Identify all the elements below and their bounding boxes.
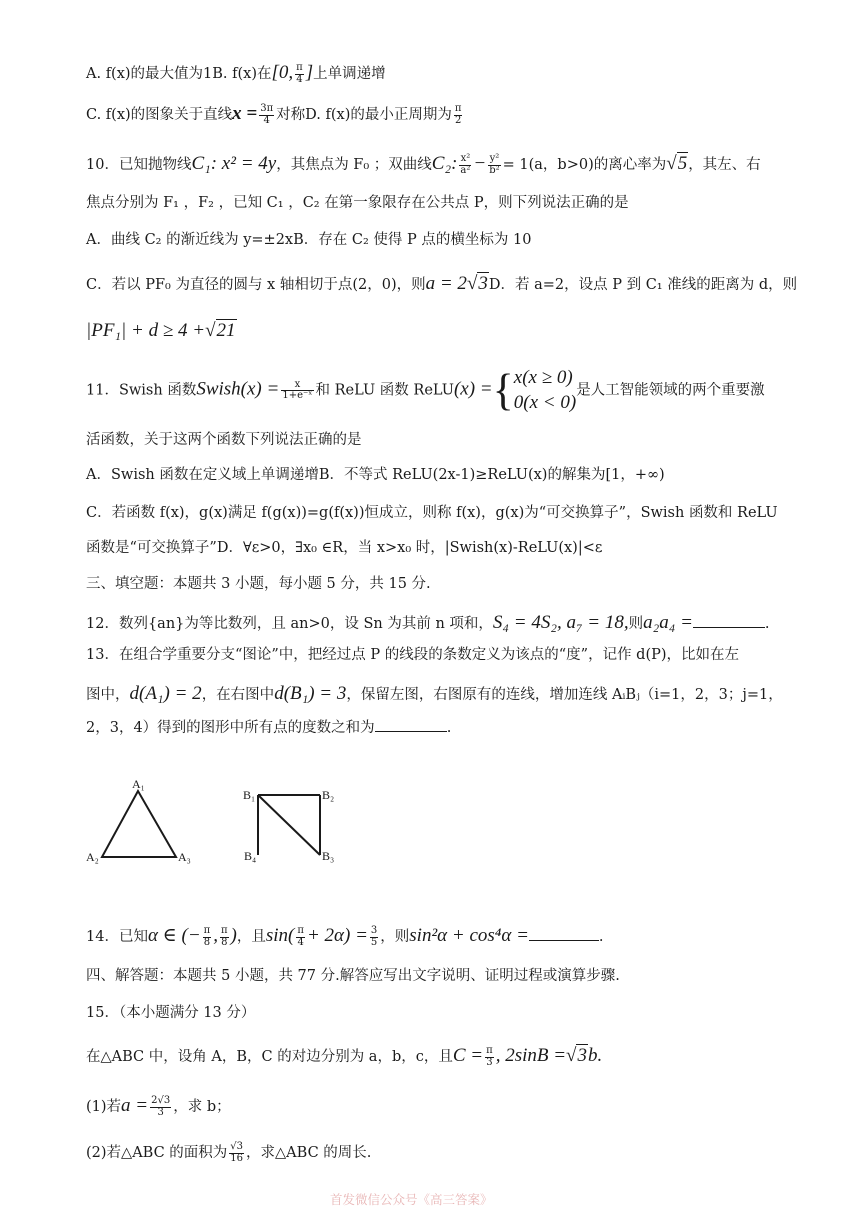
q9-interval-open: [0, [271, 62, 294, 83]
frac-den: a² [460, 164, 471, 176]
q9-option-a: A. f(x)的最大值为1 [86, 66, 213, 82]
q9-option-c-post: 对称 [276, 107, 306, 123]
q10-option-c-math: a = 2 [425, 273, 467, 294]
q14-text-b: ，且 [236, 929, 266, 945]
frac-num: π [203, 925, 211, 936]
q15-p1-end: ，求 b； [173, 1099, 231, 1115]
q10-text-d: ，其左、右 [688, 157, 761, 173]
q12-target: a₂a₄ = [643, 612, 693, 633]
q14-text-a: 14．已知 [86, 929, 148, 945]
q9-option-c-math: x = [232, 103, 258, 124]
edge-b1b3 [258, 795, 320, 855]
q15-sqrt3: √3 [566, 1045, 587, 1066]
q12-text-b: 则 [628, 616, 644, 632]
q9-frac-pi-4 [295, 63, 304, 85]
label-b2: B₂ [322, 788, 335, 802]
q10-option-d: D．若 a=2，设点 P 到 C₁ 准线的距离为 d，则 [488, 277, 798, 293]
q13-text-c: ，保留左图，右图原有的连线，增加连线 AᵢBⱼ（i=1，2，3；j=1， [346, 687, 783, 703]
q10-sqrt3: √3 [466, 273, 488, 294]
q11-swish-math: Swish(x) = [196, 378, 280, 400]
q11-relu-arg: (x) = [453, 378, 493, 400]
q15-frac-pi-3 [485, 1046, 494, 1068]
frac-num: 3π [260, 103, 274, 114]
sqrt-radicand: 21 [216, 320, 236, 341]
q14-alpha-range: α ∈ (− [147, 925, 201, 946]
q10-text-c: = 1(a，b>0)的离心率为 [502, 157, 667, 173]
q10-option-c: C．若以 PF₀ 为直径的圆与 x 轴相切于点(2，0)，则 [86, 277, 426, 293]
q14-frac-pi-8-b [220, 926, 229, 948]
q11-text-b: 和 ReLU 函数 ReLU [315, 382, 454, 399]
q14-sin-rest: + 2α) = [306, 925, 368, 946]
section-4-heading: 四、解答题：本题共 5 小题，共 77 分.解答应写出文字说明、证明过程或演算步骤. [86, 968, 620, 984]
q14 [86, 925, 604, 948]
q11-line-1 [86, 366, 765, 415]
q9-option-b: B. f(x)在 [212, 66, 272, 82]
q10-frac-x2-a2 [459, 154, 471, 176]
q14-comma: , [213, 925, 218, 946]
label-b4: B₄ [244, 849, 257, 863]
frac-den: b² [489, 164, 500, 176]
frac-den: 4 [263, 114, 270, 126]
q11-piecewise [514, 366, 576, 415]
sqrt-radicand: 3 [478, 273, 488, 294]
q10-sqrt5: √5 [666, 153, 688, 174]
q13-line-3 [86, 720, 451, 737]
label-b1: B₁ [243, 788, 256, 802]
q13-answer-blank[interactable] [375, 730, 447, 732]
q10-minus: − [473, 153, 487, 174]
square-figure [243, 788, 334, 863]
frac-den: 16 [230, 1152, 244, 1164]
q9-interval-close: ] [305, 62, 314, 83]
frac-num: π [486, 1045, 493, 1056]
q11-option-c: C．若函数 f(x)，g(x)满足 f(g(x))=g(f(x))恒成立，则称 f(x)，g(x)为“可交换算子”，Swish 函数和 ReLU [86, 505, 778, 521]
q15-frac-sqrt3-16 [229, 1142, 244, 1164]
q15-condition: , 2sinB = [495, 1045, 567, 1066]
q14-close: ) [230, 925, 237, 946]
q10-options-ab: A．曲线 C₂ 的渐近线为 y=±2xB．存在 C₂ 使得 P 点的横坐标为 10 [86, 232, 532, 248]
q10-options-cd [86, 273, 797, 296]
q12-conditions: S₄ = 4S₂, a₇ = 18, [492, 612, 629, 633]
q13-text-a: 图中， [86, 687, 130, 703]
frac-den: 8 [203, 936, 211, 948]
q15-title: 15．（本小题满分 13 分） [86, 1005, 256, 1021]
frac-num: 3 [370, 925, 378, 936]
frac-den: 3 [157, 1106, 164, 1118]
q10-line-2: 焦点分别为 F₁ ，F₂ ，已知 C₁ ，C₂ 在第一象限存在公共点 P，则下列说法正确的是 [86, 195, 629, 211]
frac-den: 8 [221, 936, 228, 948]
q12-end: . [764, 616, 770, 632]
q11-option-c-d: 函数是“可交换算子”D．∀ε>0，∃x₀ ∈R，当 x>x₀ 时，|Swish(x)-ReLU(x)|<ε [86, 540, 603, 556]
q11-case-1: x(x ≥ 0) [513, 367, 573, 388]
q15-p1-text: (1)若 [86, 1099, 122, 1115]
q14-frac-3-5 [370, 926, 378, 948]
q15-part-1 [86, 1095, 231, 1118]
triangle-figure [86, 777, 191, 864]
q10-sqrt21: √21 [205, 320, 236, 341]
q12-answer-blank[interactable] [693, 626, 765, 628]
q11-text-a: 11．Swish 函数 [86, 382, 197, 399]
graph-figures [80, 775, 380, 875]
frac-den: 5 [370, 936, 378, 948]
q10-parabola-eq: C₁: x² = 4y [191, 153, 277, 174]
frac-den: 4 [297, 936, 304, 948]
frac-num: π [454, 103, 462, 114]
q15-p1-math: a = [121, 1095, 149, 1116]
frac-num: y² [489, 153, 500, 164]
frac-den: 4 [296, 73, 303, 85]
q11-case-2: 0(x < 0) [513, 391, 577, 413]
label-a1: A₁ [132, 777, 145, 791]
frac-den: 3 [486, 1056, 493, 1068]
q10-text-b: ，其焦点为 F₀ ；双曲线 [276, 157, 432, 173]
label-a3: A₃ [178, 850, 191, 864]
q10-line-5 [86, 320, 237, 343]
frac-num: π [220, 925, 228, 936]
q14-target: sin²α + cos⁴α = [409, 925, 529, 946]
frac-den: 2 [454, 114, 462, 126]
q14-frac-pi-8-a [203, 926, 212, 948]
q15-text: 在△ABC 中，设角 A，B，C 的对边分别为 a，b，c，且 [86, 1049, 453, 1065]
q13-line-2 [86, 683, 783, 706]
q13-text: 2，3，4）得到的图形中所有点的度数之和为 [86, 720, 375, 736]
q15-frac-2sqrt3-3 [150, 1096, 171, 1118]
q11-options-ab: A．Swish 函数在定义域上单调递增B．不等式 ReLU(2x-1)≥ReLU(x)的解集为[1，+∞) [86, 467, 665, 483]
q9-option-c: C. f(x)的图象关于直线 [86, 107, 233, 123]
q15-angle-c: C = [452, 1045, 484, 1066]
frac-num: x [281, 380, 313, 392]
left-brace-icon: { [492, 365, 514, 415]
section-3-heading: 三、填空题：本题共 3 小题，每小题 5 分，共 15 分. [86, 576, 431, 592]
q11-swish-frac [281, 380, 313, 402]
q9-frac-pi-2 [454, 104, 463, 126]
label-b3: B₃ [322, 849, 335, 863]
q13-degree-a1: d(A₁) = 2 [129, 683, 202, 704]
q9-options-ab [86, 62, 386, 85]
frac-num: √3 [230, 1141, 244, 1152]
frac-num: 2√3 [151, 1095, 171, 1106]
q15-line-1 [86, 1045, 602, 1068]
q9-option-b-post: 上单调递增 [313, 66, 386, 82]
q10-line-1 [86, 153, 761, 176]
q9-frac-3pi-4 [259, 104, 274, 126]
q14-sin: sin( [265, 925, 295, 946]
q13-end: . [446, 720, 452, 736]
frac-num: x² [460, 153, 471, 164]
label-a2: A₂ [86, 850, 99, 864]
q10-inequality: |PF₁| + d ≥ 4 + [86, 320, 206, 341]
q14-answer-blank[interactable] [529, 939, 599, 941]
q11-line-2: 活函数，关于这两个函数下列说法正确的是 [86, 432, 362, 448]
q14-frac-pi-4 [296, 926, 305, 948]
q12 [86, 612, 770, 635]
q10-frac-y2-b2 [488, 154, 500, 176]
frac-den: 1+e⁻ˣ [282, 390, 313, 402]
q13-degree-b1: d(B₁) = 3 [274, 683, 347, 704]
q9-options-cd [86, 103, 464, 126]
frac-num: π [297, 925, 304, 936]
q14-end: . [598, 929, 604, 945]
frac-num: π [296, 62, 303, 73]
q15-part-2 [86, 1142, 371, 1164]
q12-text: 12．数列{an}为等比数列，且 an>0，设 Sn 为其前 n 项和， [86, 616, 493, 632]
q10-text-a: 10．已知抛物线 [86, 157, 192, 173]
q9-option-d: D. f(x)的最小正周期为 [305, 107, 452, 123]
q13-line-1: 13．在组合学重要分支“图论”中，把经过点 P 的线段的条数定义为该点的“度”，记作 d(P)，比如在左 [86, 647, 740, 663]
watermark-footer: 首发微信公众号《高三答案》 [330, 1192, 493, 1207]
q10-hyperbola-label: C₂: [431, 153, 458, 174]
q15-condition-end: b. [587, 1045, 603, 1066]
sqrt-radicand: 3 [577, 1045, 587, 1066]
q15-p2-end: ，求△ABC 的周长. [246, 1145, 372, 1161]
triangle-a1a2a3 [102, 791, 176, 857]
q11-text-c: 是人工智能领域的两个重要激 [576, 382, 765, 399]
q15-p2-text: (2)若△ABC 的面积为 [86, 1145, 228, 1161]
q13-text-b: ，在右图中 [201, 687, 275, 703]
q14-text-c: ，则 [380, 929, 410, 945]
sqrt-radicand: 5 [677, 153, 688, 174]
